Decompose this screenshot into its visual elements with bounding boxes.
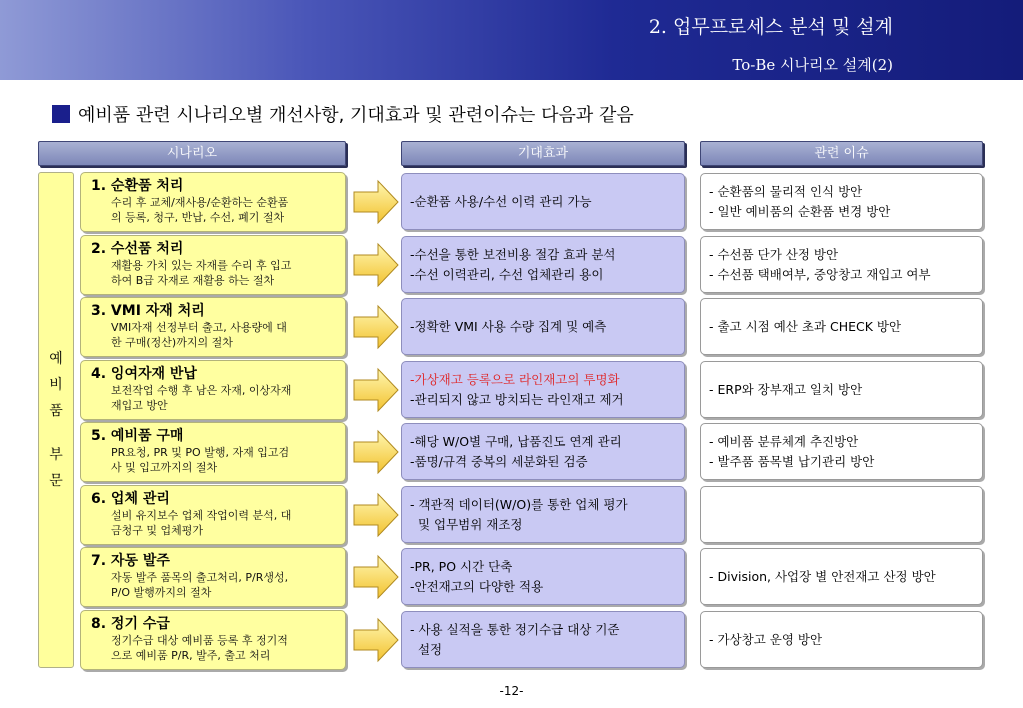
effect-box	[401, 173, 685, 230]
issue-line: - 수선품 단가 산정 방안	[709, 246, 839, 262]
right-arrow-icon	[352, 367, 400, 413]
scenario-box	[80, 547, 346, 607]
issue-box	[700, 548, 983, 605]
sidebar-category-label	[38, 172, 74, 668]
issue-box	[700, 361, 983, 418]
issue-line: - ERP와 장부재고 일치 방안	[709, 381, 863, 397]
scenario-description: 재활용 가치 있는 자재를 수리 후 입고	[111, 259, 292, 272]
right-arrow-icon	[352, 242, 400, 288]
effect-line: - 사용 실적을 통한 정기수급 대상 기준	[410, 621, 620, 637]
scenario-box	[80, 172, 346, 232]
effect-line: - 객관적 데이터(W/O)를 통한 업체 평가	[410, 496, 628, 512]
effect-line: -순환품 사용/수선 이력 관리 가능	[410, 193, 592, 209]
issue-box	[700, 423, 983, 480]
scenario-description: 정기수급 대상 예비품 등록 후 정기적	[111, 634, 288, 647]
scenario-box	[80, 360, 346, 420]
scenario-title: 7. 자동 발주	[91, 553, 170, 569]
scenario-description: 자동 발주 품목의 출고처리, P/R생성,	[111, 571, 289, 584]
effect-box	[401, 361, 685, 418]
effect-line: -정확한 VMI 사용 수량 집계 및 예측	[410, 318, 607, 334]
sidebar-char: 품	[49, 403, 63, 419]
scenario-description: VMI자재 선정부터 출고, 사용량에 대	[111, 321, 287, 334]
scenario-box	[80, 235, 346, 295]
sidebar-char: 부	[49, 447, 63, 463]
column-header-effect: 기대효과	[401, 141, 685, 166]
right-arrow-icon	[352, 429, 400, 475]
right-arrow-icon	[352, 617, 400, 663]
page-subtitle: To-Be 시나리오 설계(2)	[732, 56, 893, 74]
issue-line: - 수선품 택배여부, 중앙창고 재입고 여부	[709, 266, 931, 282]
header-banner	[0, 0, 1023, 80]
sidebar-char: 문	[49, 473, 63, 489]
scenario-title: 6. 업체 관리	[91, 491, 170, 507]
square-bullet-icon	[52, 105, 70, 123]
scenario-box	[80, 485, 346, 545]
scenario-description: 설비 유지보수 업체 작업이력 분석, 대	[111, 509, 292, 522]
right-arrow-icon	[352, 179, 400, 225]
intro-line	[52, 101, 634, 127]
scenario-description: 사 및 입고까지의 절차	[111, 461, 218, 474]
issue-box	[700, 486, 983, 543]
scenario-box	[80, 297, 346, 357]
column-header-issue: 관련 이슈	[700, 141, 983, 166]
effect-box	[401, 548, 685, 605]
scenario-description: 한 구매(정산)까지의 절차	[111, 336, 233, 349]
effect-line: -안전재고의 다양한 적용	[410, 578, 544, 594]
issue-line: - 일반 예비품의 순환품 변경 방안	[709, 203, 891, 219]
sidebar-char: 예	[49, 351, 63, 367]
scenario-box	[80, 610, 346, 670]
scenario-description: 금청구 및 업체평가	[111, 524, 204, 537]
effect-line: -수선을 통한 보전비용 절감 효과 분석	[410, 246, 616, 262]
effect-box	[401, 423, 685, 480]
right-arrow-icon	[352, 304, 400, 350]
scenario-description: 의 등록, 청구, 반납, 수선, 폐기 절차	[111, 211, 285, 224]
effect-box	[401, 236, 685, 293]
scenario-description: 보전작업 수행 후 남은 자재, 이상자재	[111, 384, 292, 397]
scenario-description: 수리 후 교체/재사용/순환하는 순환품	[111, 196, 289, 209]
scenario-description: PR요청, PR 및 PO 발행, 자재 입고검	[111, 446, 290, 459]
scenario-box	[80, 422, 346, 482]
scenario-title: 2. 수선품 처리	[91, 241, 184, 257]
effect-line: -해당 W/O별 구매, 납품진도 연계 관리	[410, 433, 622, 449]
right-arrow-icon	[352, 554, 400, 600]
effect-line: 및 업무범위 재조정	[410, 516, 523, 532]
scenario-title: 5. 예비품 구매	[91, 428, 184, 444]
effect-box	[401, 298, 685, 355]
issue-line: - 순환품의 물리적 인식 방안	[709, 183, 863, 199]
sidebar-char: 비	[49, 377, 63, 393]
effect-box	[401, 611, 685, 668]
column-header-scenario: 시나리오	[38, 141, 346, 166]
issue-box	[700, 611, 983, 668]
intro-text: 예비품 관련 시나리오별 개선사항, 기대효과 및 관련이슈는 다음과 같음	[78, 105, 634, 126]
issue-box	[700, 298, 983, 355]
page-title: 2. 업무프로세스 분석 및 설계	[648, 16, 893, 38]
issue-box	[700, 236, 983, 293]
scenario-title: 8. 정기 수급	[91, 616, 170, 632]
issue-line: - 출고 시점 예산 초과 CHECK 방안	[709, 318, 902, 334]
effect-line: -수선 이력관리, 수선 업체관리 용이	[410, 266, 604, 282]
effect-box	[401, 486, 685, 543]
right-arrow-icon	[352, 492, 400, 538]
page-number: -12-	[499, 684, 524, 698]
scenario-title: 1. 순환품 처리	[91, 178, 184, 194]
effect-line: -품명/규격 중복의 세분화된 검증	[410, 453, 588, 469]
issue-box	[700, 173, 983, 230]
scenario-description: P/O 발행까지의 절차	[111, 586, 212, 599]
scenario-title: 3. VMI 자재 처리	[91, 303, 205, 319]
effect-line: -PR, PO 시간 단축	[410, 558, 513, 574]
issue-line: - 가상창고 운영 방안	[709, 631, 823, 647]
scenario-description: 하여 B급 자재로 재활용 하는 절차	[111, 274, 275, 287]
effect-line: 설정	[410, 641, 443, 657]
scenario-description: 재입고 방안	[111, 399, 168, 412]
effect-line: -가상재고 등록으로 라인재고의 투명화	[410, 371, 620, 387]
effect-line: -관리되지 않고 방치되는 라인재고 제거	[410, 391, 624, 407]
issue-line: - Division, 사업장 별 안전재고 산정 방안	[709, 568, 936, 584]
scenario-description: 으로 예비품 P/R, 발주, 출고 처리	[111, 649, 271, 662]
issue-line: - 예비품 분류체계 추진방안	[709, 433, 859, 449]
issue-line: - 발주품 품목별 납기관리 방안	[709, 453, 875, 469]
scenario-title: 4. 잉여자재 반납	[91, 366, 197, 382]
